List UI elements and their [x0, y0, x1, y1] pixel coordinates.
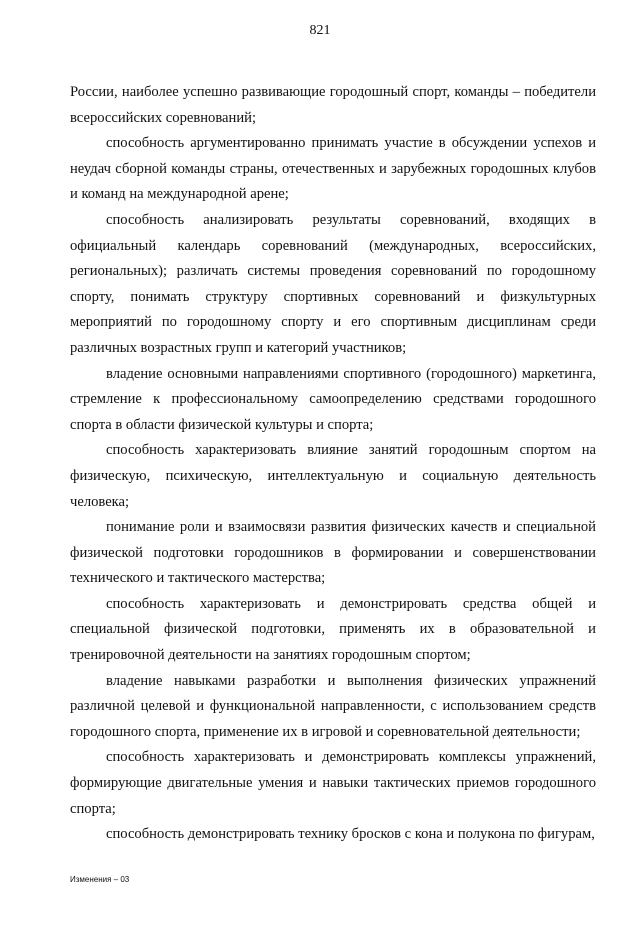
- paragraph: способность аргументированно принимать участие в обсуждении успехов и неудач сборной команды страны, отечественных и зарубежных городошных клубов и команд на международной арене;: [70, 135, 596, 203]
- paragraph: способность характеризовать и демонстрировать комплексы упражнений, формирующие двигательные умения и навыки тактических приемов городошного спорта;: [70, 749, 596, 817]
- paragraph: понимание роли и взаимосвязи развития физических качеств и специальной физической подготовки городошников в формировании и совершенствовании технического и тактического мастерства;: [70, 519, 596, 587]
- paragraph: способность характеризовать и демонстрировать средства общей и специальной физической подготовки, применять их в образовательной и тренировочной деятельности на занятиях городошным спортом;: [70, 595, 596, 664]
- paragraph: способность характеризовать влияние занятий городошным спортом на физическую, психическую, интеллектуальную и социальную деятельность человека;: [70, 442, 596, 510]
- paragraph: владение основными направлениями спортивного (городошного) маркетинга, стремление к профессиональному самоопределению средствами городошного спорта в области физической культуры и спорта;: [70, 365, 596, 433]
- body-text: [70, 80, 596, 848]
- paragraph: способность анализировать результаты соревнований, входящих в официальный календарь соревнований (международных, всероссийских, региональных); различать системы проведения соревнований по городошному спорту, понимать структуру спортивных соревнований и физкультурных мероприятий по городошному спорту и его спортивным дисциплинам среди различных возрастных групп и категорий участников;: [70, 211, 596, 356]
- page-number: 821: [309, 23, 331, 38]
- revision-footer: Изменения – 03: [70, 875, 130, 884]
- paragraph-continuation: России, наиболее успешно развивающие городошный спорт, команды – победители всероссийских соревнований;: [70, 84, 596, 126]
- paragraph: способность демонстрировать технику бросков с кона и полукона по фигурам,: [106, 826, 595, 843]
- paragraph: владение навыками разработки и выполнения физических упражнений различной целевой и функциональной направленности, с использованием средств городошного спорта, применение их в игровой и соревновательной деятельности;: [70, 672, 596, 740]
